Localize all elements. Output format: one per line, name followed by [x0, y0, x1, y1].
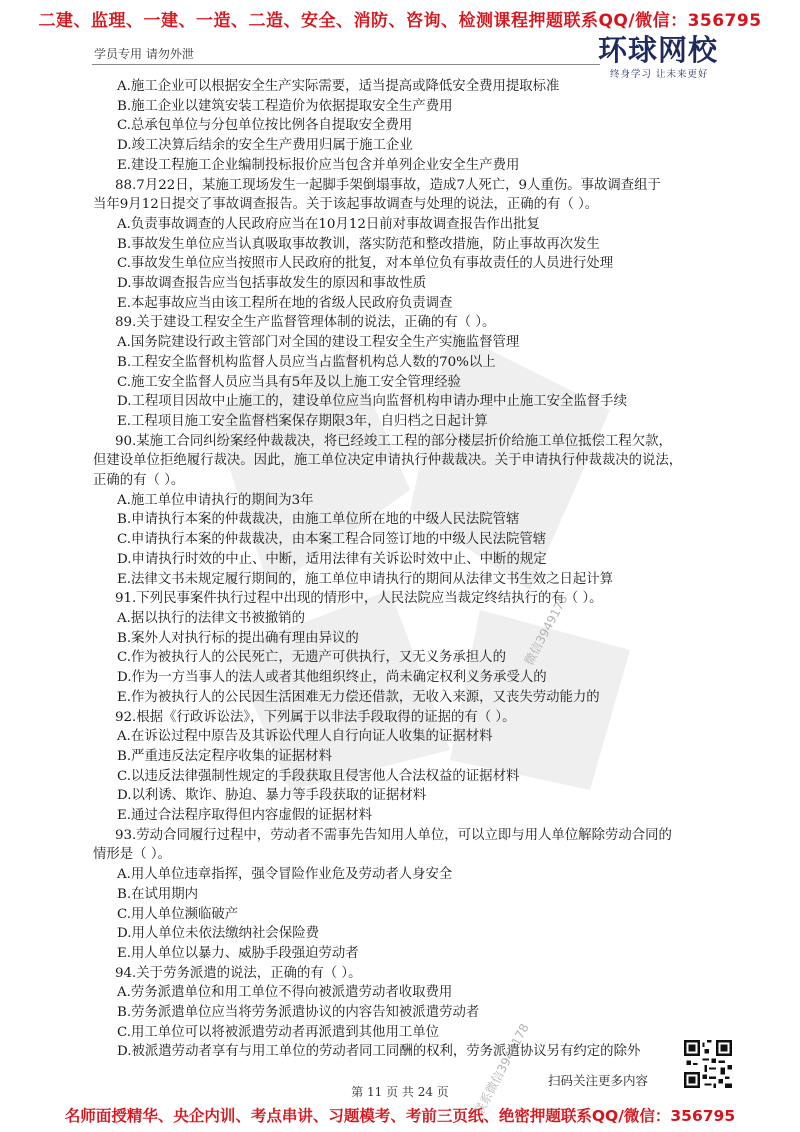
answer-option: B.严重违反法定程序收集的证据材料 — [117, 748, 332, 764]
qr-code-icon — [684, 1040, 732, 1088]
logo-title: 环球网校 — [598, 33, 719, 67]
answer-option: A.国务院建设行政主管部门对全国的建设工程安全生产实施监督管理 — [117, 335, 520, 351]
answer-option: B.工程安全监督机构监督人员应当占监督机构总人数的70%以上 — [117, 354, 496, 370]
question-stem: 93.劳动合同履行过程中，劳动者不需事先告知用人单位，可以立即与用人单位解除劳动合同的 — [115, 827, 672, 843]
question-stem-continued: 情形是（ ）。 — [93, 847, 171, 863]
question-stem-continued: 正确的有（ ）。 — [93, 473, 185, 489]
answer-option: C.申请执行本案的仲裁裁决，由本案工程合同签订地的中级人民法院管辖 — [117, 532, 547, 548]
brand-logo — [598, 28, 758, 84]
answer-option: C.以违反法律强制性规定的手段获取且侵害他人合法权益的证据材料 — [117, 768, 520, 784]
answer-option: B.申请执行本案的仲裁裁决，由施工单位所在地的中级人民法院管辖 — [117, 512, 520, 528]
answer-option: C.事故发生单位应当按照市人民政府的批复，对本单位负有事故责任的人员进行处理 — [117, 256, 614, 272]
answer-option: C.施工安全监督人员应当具有5年及以上施工安全管理经验 — [117, 374, 461, 390]
question-stem: 91.下列民事案件执行过程中出现的情形中，人民法院应当裁定终结执行的有（ ）。 — [115, 591, 603, 607]
header-divider — [92, 64, 600, 65]
answer-option: B.事故发生单位应当认真吸取事故教训，落实防范和整改措施，防止事故再次发生 — [117, 236, 600, 252]
answer-option: D.用人单位未依法缴纳社会保险费 — [117, 926, 319, 942]
answer-option: E.作为被执行人的公民因生活困难无力偿还借款，无收入来源，又丧失劳动能力的 — [117, 689, 600, 705]
answer-option: E.本起事故应当由该工程所在地的省级人民政府负责调查 — [117, 295, 453, 311]
question-stem: 89.关于建设工程安全生产监督管理体制的说法，正确的有（ ）。 — [115, 315, 496, 331]
header-label: 学员专用 请勿外泄 — [94, 47, 194, 61]
bottom-promo-banner: 名师面授精华、央企内训、考点串讲、习题模考、考前三页纸、绝密押题联系QQ/微信：356795 — [64, 1107, 736, 1125]
answer-option: E.用人单位以暴力、威胁手段强迫劳动者 — [117, 945, 359, 961]
answer-option: D.工程项目因故中止施工的，建设单位应当向监督机构申请办理中止施工安全监督手续 — [117, 394, 627, 410]
answer-option: D.竣工决算后结余的安全生产费用归属于施工企业 — [117, 138, 413, 154]
answer-option: E.通过合法程序取得但内容虚假的证据材料 — [117, 808, 373, 824]
answer-option: A.在诉讼过程中原告及其诉讼代理人自行向证人收集的证据材料 — [117, 729, 493, 745]
logo-slogan: 终身学习 让未来更好 — [610, 69, 709, 80]
question-stem: 94.关于劳务派遣的说法，正确的有（ ）。 — [115, 965, 362, 981]
answer-option: A.用人单位违章指挥，强令冒险作业危及劳动者人身安全 — [117, 867, 453, 883]
answer-option: A.施工企业可以根据安全生产实际需要，适当提高或降低安全费用提取标准 — [117, 79, 560, 94]
answer-option: D.以利诱、欺诈、胁迫、暴力等手段获取的证据材料 — [117, 788, 427, 804]
answer-option: C.总承包单位与分包单位按比例各自提取安全费用 — [117, 118, 413, 134]
answer-option: E.法律文书未规定履行期间的，施工单位申请执行的期间从法律文书生效之日起计算 — [117, 571, 614, 587]
answer-option: E.建设工程施工企业编制投标报价应当包含并单列企业安全生产费用 — [117, 157, 520, 173]
answer-option: A.劳务派遣单位和用工单位不得向被派遣劳动者收取费用 — [117, 985, 453, 1001]
question-stem: 92.根据《行政诉讼法》，下列属于以非法手段取得的证据的有（ ）。 — [115, 709, 516, 725]
diagonal-watermark: 微信3949178 — [521, 592, 571, 668]
question-stem: 88.7月22日，某施工现场发生一起脚手架倒塌事故，造成7人死亡，9人重伤。事故调查组于 — [115, 177, 661, 193]
document-body — [93, 77, 733, 1062]
answer-option: D.事故调查报告应当包括事故发生的原因和事故性质 — [117, 276, 427, 292]
question-stem: 90.某施工合同纠纷案经仲裁裁决，将已经竣工工程的部分楼层折价给施工单位抵偿工程欠款， — [115, 433, 672, 449]
answer-option: E.工程项目施工安全监督档案保存期限3年，自归档之日起计算 — [117, 413, 488, 429]
diagonal-watermark-bottom: 联系微信3949178 — [471, 1021, 532, 1118]
answer-option: B.施工企业以建筑安装工程造价为依据提取安全生产费用 — [117, 98, 453, 114]
answer-option: D.被派遣劳动者享有与用工单位的劳动者同工同酬的权利，劳务派遣协议另有约定的除外 — [117, 1044, 641, 1060]
answer-option: A.负责事故调查的人民政府应当在10月12日前对事故调查报告作出批复 — [117, 216, 540, 232]
top-promo-banner: 二建、监理、一建、一造、二造、安全、消防、咨询、检测课程押题联系QQ/微信：356795 — [38, 11, 762, 31]
page-number: 第 11 页 共 24 页 — [351, 1085, 449, 1099]
answer-option: A.据以执行的法律文书被撤销的 — [117, 610, 306, 626]
answer-option: D.申请执行时效的中止、中断，适用法律有关诉讼时效中止、中断的规定 — [117, 551, 547, 567]
answer-option: B.劳务派遣单位应当将劳务派遣协议的内容告知被派遣劳动者 — [117, 1005, 480, 1021]
answer-option: D.作为一方当事人的法人或者其他组织终止，尚未确定权利义务承受人的 — [117, 670, 547, 686]
answer-option: B.案外人对执行标的提出确有理由异议的 — [117, 630, 359, 646]
qr-caption: 扫码关注更多内容 — [548, 1073, 649, 1088]
answer-option: C.用工单位可以将被派遣劳动者再派遣到其他用工单位 — [117, 1024, 440, 1040]
answer-option: C.用人单位濒临破产 — [117, 906, 239, 922]
question-stem-continued: 但建设单位拒绝履行裁决。因此，施工单位决定申请执行仲裁裁决。关于申请执行仲裁裁决的说法， — [93, 453, 683, 469]
answer-option: C.作为被执行人的公民死亡，无遗产可供执行，又无义务承担人的 — [117, 650, 506, 666]
answer-option: A.施工单位申请执行的期间为3年 — [117, 492, 314, 508]
answer-option: B.在试用期内 — [117, 886, 199, 902]
question-stem-continued: 当年9月12日提交了事故调查报告。关于该起事故调查与处理的说法，正确的有（ ）。 — [93, 197, 599, 213]
